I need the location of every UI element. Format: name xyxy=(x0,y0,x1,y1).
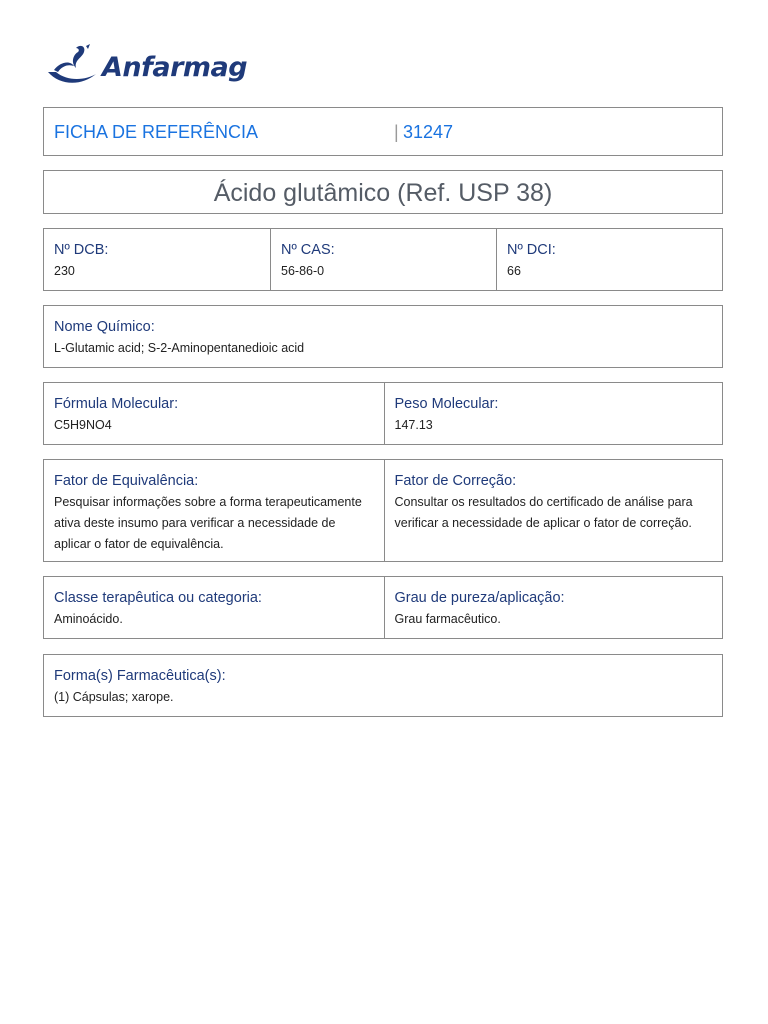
factors-row xyxy=(43,459,723,562)
brand-name: Anfarmag xyxy=(102,51,248,83)
weight-value: 147.13 xyxy=(394,418,433,432)
cas-cell xyxy=(270,229,496,290)
equivalence-label: Fator de Equivalência: xyxy=(54,473,199,489)
dcb-value: 230 xyxy=(54,264,75,278)
dci-cell xyxy=(496,229,722,290)
reference-label: FICHA DE REFERÊNCIA xyxy=(54,122,259,142)
formula-row xyxy=(43,382,723,445)
weight-cell xyxy=(384,383,723,444)
product-title-box xyxy=(43,170,723,214)
dosage-forms-label: Forma(s) Farmacêutica(s): xyxy=(54,668,226,684)
purity-cell xyxy=(384,577,723,638)
formula-value: C5H9NO4 xyxy=(54,418,112,432)
correction-cell xyxy=(384,460,723,561)
classification-row xyxy=(43,576,723,639)
cas-value: 56-86-0 xyxy=(281,264,325,278)
anfarmag-logo-icon xyxy=(46,42,98,92)
dosage-forms-row xyxy=(43,654,723,717)
dosage-forms-cell xyxy=(44,655,722,716)
therapeutic-cell xyxy=(44,577,384,638)
formula-label: Fórmula Molecular: xyxy=(54,396,179,412)
brand-logo xyxy=(46,42,247,92)
chemical-name-label: Nome Químico: xyxy=(54,319,155,335)
purity-label: Grau de pureza/aplicação: xyxy=(394,590,565,606)
therapeutic-label: Classe terapêutica ou categoria: xyxy=(54,590,262,606)
product-title: Ácido glutâmico (Ref. USP 38) xyxy=(213,179,553,207)
header-separator: | xyxy=(394,122,399,142)
correction-label: Fator de Correção: xyxy=(394,473,517,489)
chemical-name-cell xyxy=(44,306,722,367)
equivalence-cell xyxy=(44,460,384,561)
weight-label: Peso Molecular: xyxy=(394,396,499,412)
reference-code: 31247 xyxy=(403,122,454,142)
dosage-forms-value: (1) Cápsulas; xarope. xyxy=(54,690,174,704)
dci-value: 66 xyxy=(507,264,521,278)
dci-label: Nº DCI: xyxy=(507,242,556,258)
chemical-name-value: L-Glutamic acid; S-2-Aminopentanedioic acid xyxy=(54,341,305,355)
cas-label: Nº CAS: xyxy=(281,242,335,258)
reference-header xyxy=(43,107,723,156)
dcb-cell xyxy=(44,229,270,290)
identifiers-row xyxy=(43,228,723,291)
correction-value: Consultar os resultados do certificado de análise para verificar a necessidade de aplicar o fator de correção. xyxy=(394,495,693,530)
dcb-label: Nº DCB: xyxy=(54,242,109,258)
equivalence-value: Pesquisar informações sobre a forma terapeuticamente ativa deste insumo para verificar a necessidade de aplicar o fator de equivalência. xyxy=(54,495,362,551)
purity-value: Grau farmacêutico. xyxy=(394,612,501,626)
formula-cell xyxy=(44,383,384,444)
chemical-name-row xyxy=(43,305,723,368)
therapeutic-value: Aminoácido. xyxy=(54,612,123,626)
